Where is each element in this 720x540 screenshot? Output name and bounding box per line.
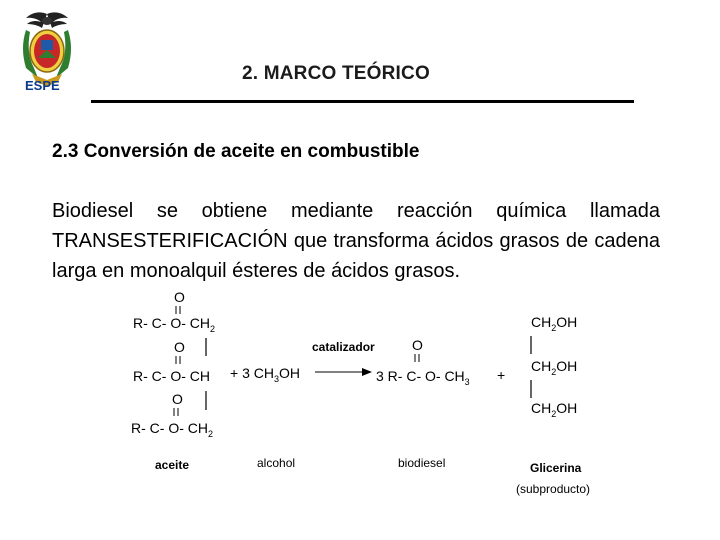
slide-title: 2. MARCO TEÓRICO [242,63,430,84]
espe-logo-text: ESPE [25,78,60,93]
svg-text:CH2OH: $CH_2OH$ [531,314,578,333]
svg-text:O: O [172,391,183,407]
svg-text:R- C- O- CH2: R- C- O- $CH_2$ [133,315,216,334]
svg-text:O: O [174,339,185,355]
svg-text:R- C- O- CH2: R- C- O- $CH_2$ [131,420,214,439]
reaction-arrow-head [362,368,372,376]
biodiesel-formula: 3 R- C- O- $CH_3$ [376,368,470,387]
plus-sign: + [497,367,506,383]
label-byproduct: (subproducto) [516,482,591,496]
alcohol-formula: + 3 $CH_3OH$ [230,365,300,384]
glycerin-structure [531,314,577,419]
catalyst-label: catalizador [312,340,375,354]
svg-text:O: O [412,337,423,353]
svg-text:CH2OH: $CH_2OH$ [531,358,578,377]
section-paragraph: Biodiesel se obtiene mediante reacción química llamada TRANSESTERIFICACIÓN que transforma ácidos grasos de cadena larga en monoalquil ésteres de ácidos grasos. [52,200,660,282]
oil-row-2: R- C- O- CH [133,368,210,384]
svg-text:O: O [174,289,185,305]
label-glycerin: Glicerina [530,461,582,475]
section-heading: 2.3 Conversión de aceite en combustible [52,141,420,162]
biodiesel-structure [376,337,470,387]
triglyceride-structure [131,289,215,439]
svg-text:CH2OH: $CH_2OH$ [531,400,578,419]
label-biodiesel: biodiesel [398,456,446,470]
oil-row-1: R- C- O- CH [133,315,210,331]
label-oil: aceite [155,458,190,472]
oil-row-3: R- C- O- CH [131,420,208,436]
label-alcohol: alcohol [257,456,296,470]
